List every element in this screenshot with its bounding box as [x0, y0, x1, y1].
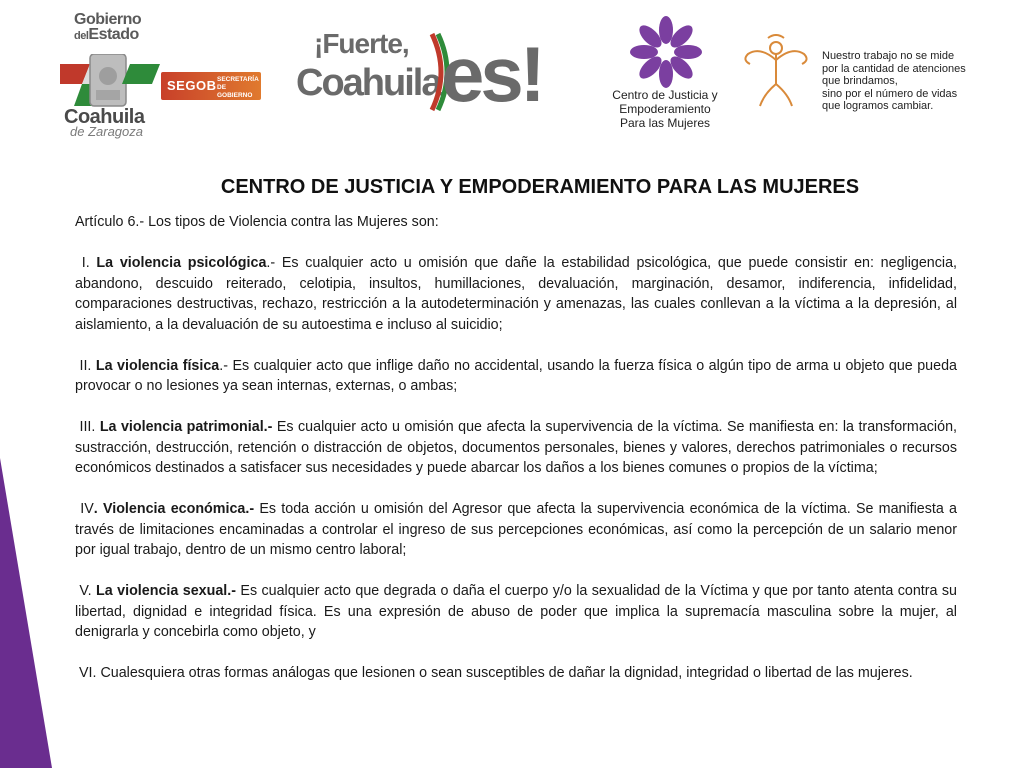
zaragoza-wordmark: de Zaragoza	[70, 124, 143, 139]
article-content	[75, 212, 957, 704]
violence-item-economica: IV. Violencia económica.- Es toda acción u omisión del Agresor que afecta la supervivencia económica de la víctima. Se manifiesta a través de limitaciones encaminadas a controlar el ingreso de sus percepciones económicas, así como la percepción de un salario menor por igual trabajo, dentro de un mismo centro laboral;	[75, 501, 957, 558]
state-crest-icon	[60, 54, 160, 109]
motto-logo	[738, 34, 998, 114]
violence-item-psicologica: I. La violencia psicológica.- Es cualquier acto u omisión que dañe la estabilidad psicológica, que puede consistir en: negligencia, abandono, descuido reiterado, celotipia, insultos, humillaciones, devaluación, marginación, desamor, indiferencia, infidelidad, comparaciones destructivas, rechazo, restricción a la autodeterminación y amenazas, las cuales conllevan a la víctima a la depresión, al aislamiento, a la devaluación de su autoestima e incluso al suicidio;	[75, 255, 957, 333]
violence-item-sexual: V. La violencia sexual.- Es cualquier acto que degrada o daña el cuerpo y/o la sexualidad de la Víctima y que por tanto atenta contra su libertad, dignidad e integridad física. Es una expresión de abuso de poder que implica la supremacía masculina sobre la mujer, al denigrarla y concebirla como objeto, y	[75, 583, 957, 640]
centro-justicia-logo	[600, 14, 740, 136]
motto-text: Nuestro trabajo no se mide por la cantidad de atenciones que brindamos, sino por el número de vidas que logramos cambiar.	[822, 50, 966, 112]
purple-corner-band	[0, 0, 60, 768]
violence-item-otras: VI. Cualesquiera otras formas análogas que lesionen o sean susceptibles de dañar la dignidad, integridad o libertad de las mujeres.	[78, 665, 913, 681]
gobierno-estado-text: Gobierno delEstado	[74, 11, 142, 43]
page-title: CENTRO DE JUSTICIA Y EMPODERAMIENTO PARA LAS MUJERES	[220, 176, 860, 198]
centro-justicia-text: Centro de Justicia y Empoderamiento Para las Mujeres	[612, 88, 718, 130]
fuerte-coahuila-logo: ¡Fuerte, Coahuila es!	[296, 28, 542, 118]
coahuila-wordmark: Coahuila	[64, 106, 145, 128]
violence-item-patrimonial: III. La violencia patrimonial.- Es cualquier acto u omisión que afecta la supervivencia de la víctima. Se manifiesta en: la transformación, sustracción, destrucción, retención o distracción de objetos, documentos personales, bienes y valores, derechos patrimoniales o recursos económicos destinados a satisfacer sus necesidades y puede abarcar los daños a los bienes comunes o propios de la víctima;	[75, 419, 957, 476]
segob-badge: SEGOB SECRETARÍA DE GOBIERNO	[161, 72, 261, 100]
article-intro: Artículo 6.- Los tipos de Violencia contra las Mujeres son:	[75, 214, 439, 230]
woman-figure-icon	[738, 34, 814, 108]
gobierno-coahuila-logo	[56, 11, 261, 139]
purple-flower-icon	[626, 14, 706, 90]
violence-item-fisica: II. La violencia física.- Es cualquier acto que inflige daño no accidental, usando la fuerza física o algún tipo de arma u objeto que pueda provocar o no lesiones ya sean internas, externas, o ambas;	[75, 357, 957, 394]
